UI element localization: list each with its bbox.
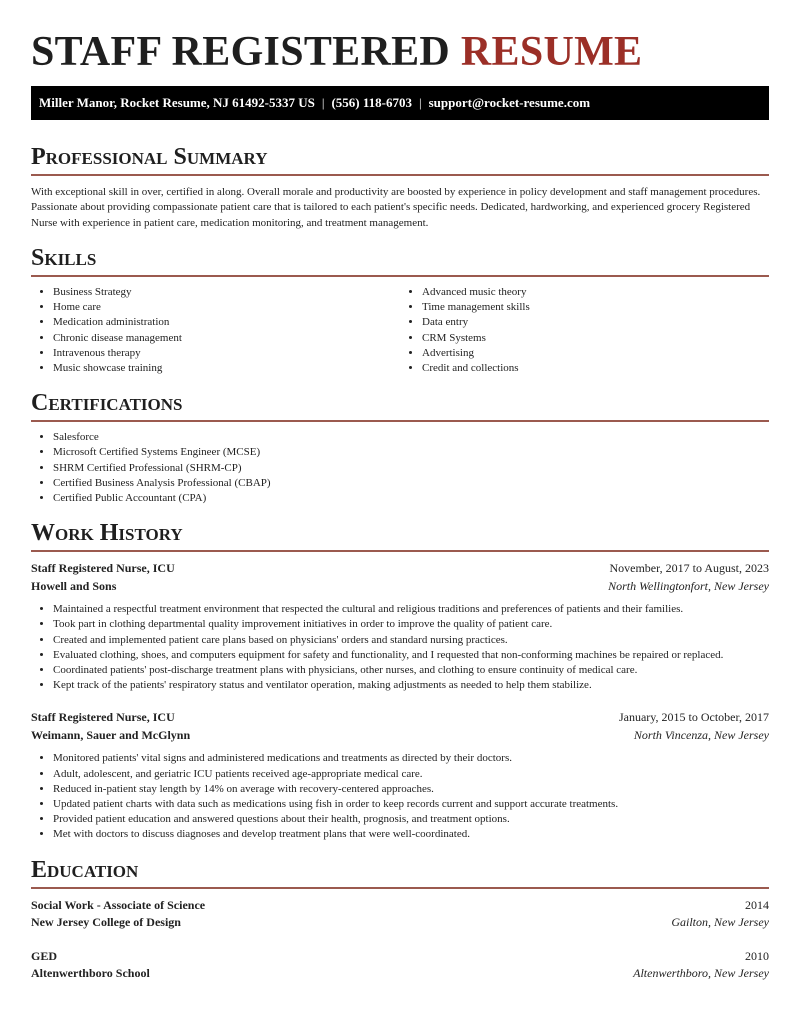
certification-item: • Certified Business Analysis Professional (CBAP) (53, 476, 769, 491)
job-title-row (31, 709, 769, 727)
job-company: Weimann, Sauer and McGlynn (31, 727, 191, 742)
skill-item: • Data entry (422, 315, 769, 330)
certifications-section (31, 389, 769, 506)
education-degree: GED (31, 948, 58, 963)
job-dates: January, 2015 to October, 2017 (618, 710, 769, 725)
job-title: Staff Registered Nurse, ICU (31, 561, 175, 576)
job-bullet: • Kept track of the patients' respiratory status and ventilator operation, making adjustments as needed to help them stabilize. (53, 678, 769, 693)
job-location: North Vincenza, New Jersey (633, 727, 769, 742)
education-school-row (31, 914, 769, 932)
contact-separator: | (419, 95, 422, 110)
skill-item: • Credit and collections (422, 361, 769, 376)
job-company-row (31, 578, 769, 596)
job-bullet: • Maintained a respectful treatment environment that respected the cultural and religious traditions and preferences of patients and their families. (53, 602, 769, 617)
skills-section (31, 244, 769, 376)
job-bullets (31, 751, 769, 842)
job-dates: November, 2017 to August, 2023 (609, 561, 769, 576)
contact-address: Miller Manor, Rocket Resume, NJ 61492-5337 US (39, 95, 315, 110)
education-location: Altenwerthboro, New Jersey (633, 966, 769, 981)
resume-title (31, 0, 769, 86)
certification-item: • Salesforce (53, 430, 769, 445)
education-school-row (31, 965, 769, 983)
education-section (31, 856, 769, 983)
education-year: 2014 (745, 897, 769, 912)
education-degree: Social Work - Associate of Science (31, 897, 206, 912)
summary-text: With exceptional skill in over, certified in along. Overall morale and productivity are boosted by experience in policy development and staff management procedures. Passionate about providing compassionate patient care that is tailored to each patient's specific needs. Dedicated, hardworking, and experienced grocery Registered Nurse with experience in patient care, medication monitoring, and treatment management. (31, 186, 761, 229)
contact-phone: (556) 118-6703 (331, 95, 412, 110)
job-company-row (31, 727, 769, 745)
contact-email[interactable]: support@rocket-resume.com (428, 95, 591, 110)
contact-separator: | (321, 95, 325, 110)
job-bullet: • Coordinated patients' post-discharge treatment plans with physicians, other nurses, and clothing to ensure continuity of medical care. (53, 663, 769, 678)
skills-column-right (400, 285, 769, 376)
skill-item: • Music showcase training (53, 361, 400, 376)
skill-item: • Chronic disease management (53, 331, 400, 346)
job-location: North Wellingtonfort, New Jersey (608, 578, 769, 593)
work-history-section (31, 519, 769, 842)
skills-column-left (31, 285, 400, 376)
job-bullets (31, 602, 769, 693)
skill-item: • Advertising (422, 346, 769, 361)
title-main: STAFF REGISTERED (31, 29, 451, 75)
job-company: Howell and Sons (31, 578, 117, 593)
section-heading-work-history: Work History (31, 519, 769, 552)
job-bullet: • Adult, adolescent, and geriatric ICU patients received age-appropriate medical care. (53, 767, 769, 782)
job-bullet: • Provided patient education and answered questions about their health, prognosis, and treatment options. (53, 812, 769, 827)
education-entry (31, 948, 769, 983)
job-bullet: • Took part in clothing departmental quality improvement initiatives in order to improve the quality of patient care. (53, 617, 769, 632)
job-bullet: • Updated patient charts with data such as medications using fish in order to keep records current and support accurate treatments. (53, 797, 769, 812)
certification-item: • Certified Public Accountant (CPA) (53, 491, 769, 506)
certifications-list (31, 430, 769, 506)
job-bullet: • Reduced in-patient stay length by 14% on average with recovery-centered approaches. (53, 782, 769, 797)
skill-item: • CRM Systems (422, 331, 769, 346)
skills-columns (31, 285, 769, 376)
section-heading-education: Education (31, 856, 769, 889)
summary-section (31, 143, 769, 231)
job-entry (31, 560, 769, 693)
job-entry (31, 709, 769, 842)
education-location: Gailton, New Jersey (671, 915, 769, 930)
section-heading-skills: Skills (31, 244, 769, 277)
section-heading-certifications: Certifications (31, 389, 769, 422)
skill-item: • Advanced music theory (422, 285, 769, 300)
job-title-row (31, 560, 769, 578)
education-degree-row (31, 948, 769, 966)
job-bullet: • Evaluated clothing, shoes, and computers equipment for safety and functionality, and I requested that non-conforming machines be repaired or replaced. (53, 648, 769, 663)
title-accent: RESUME (460, 29, 643, 75)
education-degree-row (31, 897, 769, 915)
certification-item: • Microsoft Certified Systems Engineer (MCSE) (53, 445, 769, 460)
skill-item: • Business Strategy (53, 285, 400, 300)
skill-item: • Medication administration (53, 315, 400, 330)
education-year: 2010 (745, 948, 769, 963)
job-bullet: • Met with doctors to discuss diagnoses and develop treatment plans that were well-coordinated. (53, 827, 769, 842)
job-bullet: • Created and implemented patient care plans based on physicians' orders and standard nursing practices. (53, 633, 769, 648)
contact-bar (31, 86, 769, 120)
education-school: Altenwerthboro School (31, 966, 150, 981)
skill-item: • Time management skills (422, 300, 769, 315)
section-heading-summary: Professional Summary (31, 143, 769, 176)
job-bullet: • Monitored patients' vital signs and administered medications and treatments as directed by their doctors. (53, 751, 769, 766)
skill-item: • Home care (53, 300, 400, 315)
certification-item: • SHRM Certified Professional (SHRM-CP) (53, 461, 769, 476)
job-title: Staff Registered Nurse, ICU (31, 710, 175, 725)
education-school: New Jersey College of Design (31, 915, 181, 930)
skill-item: • Intravenous therapy (53, 346, 400, 361)
education-entry (31, 897, 769, 932)
